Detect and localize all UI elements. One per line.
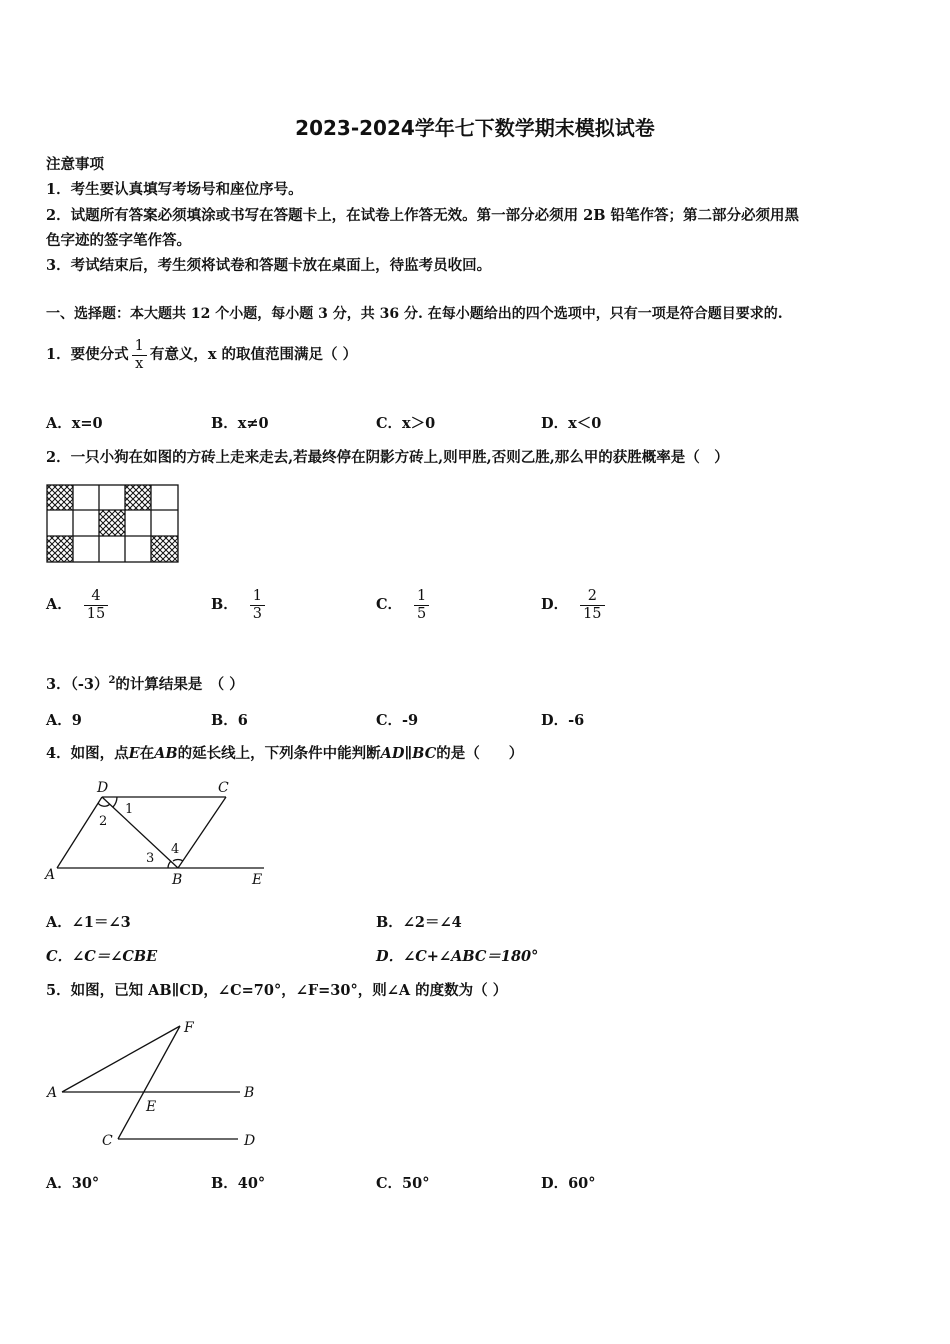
q1-option-a: A．x=0 (46, 415, 103, 432)
q5-option-b: B．40° (211, 1175, 266, 1192)
label-c: C (218, 780, 229, 796)
q2-option-d-label: D． (541, 596, 569, 614)
segment-cb (178, 797, 226, 868)
q3-stem-a: 3．（-3） (46, 676, 109, 693)
q2-option-d (541, 588, 608, 622)
question-3 (46, 673, 244, 694)
question-2: 2．一只小狗在如图的方砖上走来走去,若最终停在阴影方砖上,则甲胜,否则乙胜,那么甲的获胜概率是（ ） (46, 449, 729, 466)
angle-arc-1 (113, 797, 117, 807)
q4-stem-a: 4．如图，点 (46, 745, 129, 762)
tile-grid-figure (46, 484, 180, 564)
notice-item-1: 1．考生要认真填写考场号和座位序号。 (46, 181, 303, 198)
q2-b-den: 3 (252, 605, 262, 622)
q2-d-den: 15 (583, 605, 602, 622)
q1-stem-post: 有意义，x 的取值范围满足（ ） (149, 346, 358, 364)
q2-option-b-label: B． (211, 596, 238, 614)
q1-stem-pre: 1．要使分式 (46, 346, 129, 364)
q2-option-b (211, 588, 268, 622)
q2-c-den: 5 (417, 605, 427, 622)
angle-arc-3 (168, 861, 171, 868)
q4-option-b: B．∠2＝∠4 (376, 914, 462, 931)
q5-option-c: C．50° (376, 1175, 430, 1192)
q1-option-b: B．x≠0 (211, 415, 269, 432)
q3-exponent: 2 (108, 675, 116, 687)
angle-arc-4 (173, 859, 183, 861)
label-b: B (172, 872, 183, 888)
notice-item-2-cont: 色字迹的签字笔作答。 (46, 232, 191, 249)
question-5: 5．如图，已知 AB∥CD，∠C=70°，∠F=30°，则∠A 的度数为（ ） (46, 982, 508, 999)
notice-item-2: 2．试题所有答案必须填涂或书写在答题卡上，在试卷上作答无效。第一部分必须用 2B 铅笔作答；第二部分必须用黑 (46, 207, 800, 224)
diagonal-db (102, 797, 178, 868)
label-c: C (102, 1133, 113, 1149)
q1-frac-den: x (135, 355, 144, 372)
q1-option-d: D．x＜0 (541, 415, 602, 432)
q2-option-a (46, 588, 111, 622)
parallelogram-figure (42, 776, 272, 888)
question-4 (46, 742, 523, 763)
shaded-tile (151, 536, 178, 562)
q4-stem-b: 在 (139, 745, 155, 762)
q5-option-a: A．30° (46, 1175, 100, 1192)
q5-option-d: D．60° (541, 1175, 596, 1192)
q4-line-ab: AB (154, 745, 178, 762)
segment-da (57, 797, 102, 868)
label-e: E (146, 1099, 157, 1115)
q4-option-a: A．∠1＝∠3 (46, 914, 131, 931)
label-angle-1: 1 (125, 802, 134, 817)
notice-item-3: 3．考试结束后，考生须将试卷和答题卡放在桌面上，待监考员收回。 (46, 257, 492, 274)
q3-option-a: A．9 (46, 712, 82, 729)
q1-fraction (132, 338, 147, 372)
page-title: 2023-2024学年七下数学期末模拟试卷 (295, 116, 655, 140)
q2-d-num: 2 (580, 588, 604, 606)
q4-stem-c: 的延长线上，下列条件中能判断 (177, 745, 381, 762)
q4-option-c: C．∠C＝∠CBE (46, 948, 158, 965)
q2-option-a-label: A． (46, 596, 72, 614)
q4-ad-parallel-bc: AD∥BC (380, 745, 437, 762)
q3-option-c: C．-9 (376, 712, 419, 729)
label-e: E (252, 872, 263, 888)
q2-option-c (376, 588, 432, 622)
q1-option-c: C．x＞0 (376, 415, 436, 432)
label-a: A (47, 1085, 58, 1101)
label-angle-3: 3 (146, 851, 155, 866)
q3-option-b: B．6 (211, 712, 248, 729)
q1-frac-num: 1 (132, 338, 147, 356)
q2-c-num: 1 (414, 588, 429, 606)
label-b: B (244, 1085, 255, 1101)
section-heading: 一、选择题：本大题共 12 个小题，每小题 3 分，共 36 分. 在每小题给出的四个选项中，只有一项是符合题目要求的. (46, 306, 783, 322)
label-f: F (184, 1020, 194, 1036)
shaded-tile (125, 485, 151, 510)
q4-stem-d: 的是（ ） (436, 745, 524, 762)
label-angle-2: 2 (99, 814, 108, 829)
parallel-lines-figure (42, 1016, 272, 1152)
label-d: D (97, 780, 109, 796)
notice-heading: 注意事项 (46, 156, 104, 173)
q3-option-d: D．-6 (541, 712, 585, 729)
shaded-tile (47, 536, 73, 562)
shaded-tile (47, 485, 73, 510)
q2-a-den: 15 (86, 605, 106, 622)
q3-stem-b: 的计算结果是 （ ） (115, 676, 244, 693)
q2-option-c-label: C． (376, 596, 403, 614)
shaded-tile (99, 510, 125, 536)
q2-a-num: 4 (84, 588, 108, 606)
label-angle-4: 4 (171, 842, 180, 857)
q4-option-d: D．∠C+∠ABC＝180° (376, 948, 539, 965)
label-a: A (45, 867, 56, 883)
q2-b-num: 1 (250, 588, 265, 606)
question-1 (46, 338, 357, 372)
label-d: D (244, 1133, 256, 1149)
q4-point-e: E (128, 745, 140, 762)
